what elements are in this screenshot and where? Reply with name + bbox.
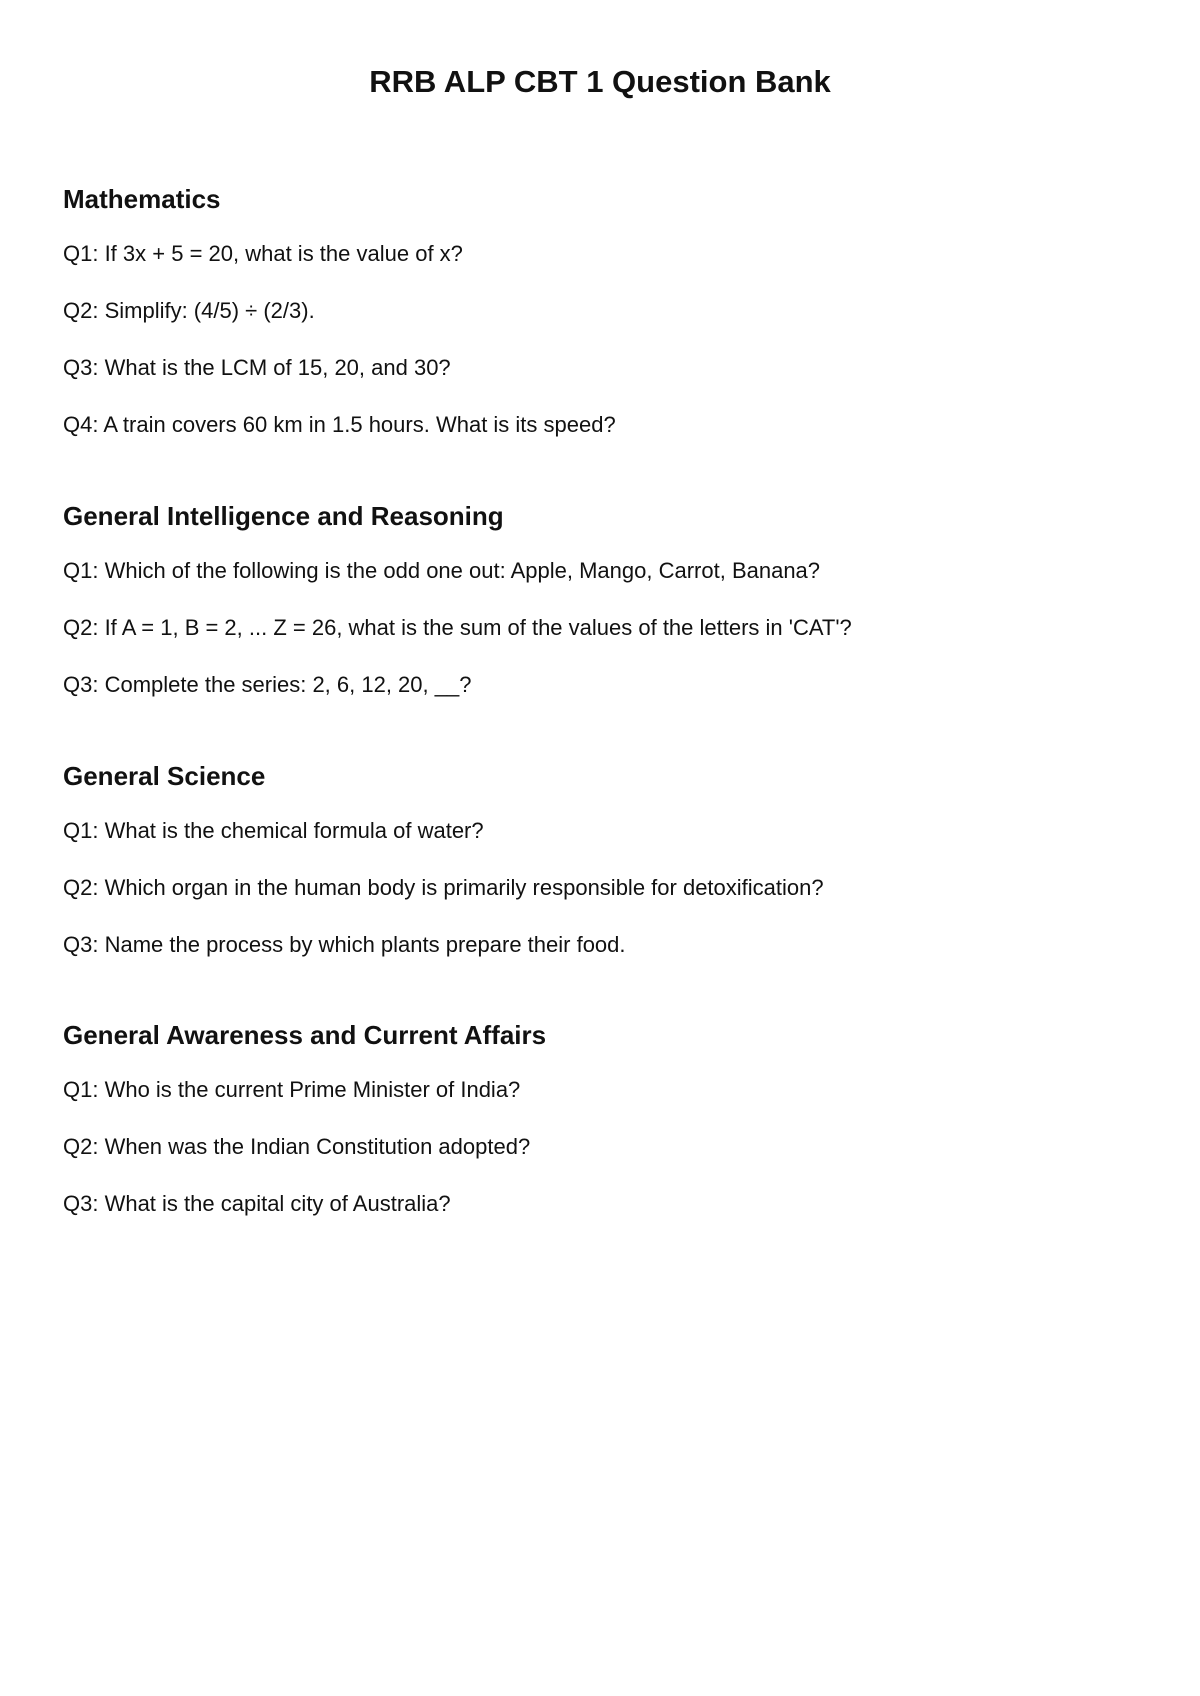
question-item: Q1: Who is the current Prime Minister of India?	[63, 1077, 521, 1102]
question-item: Q1: If 3x + 5 = 20, what is the value of x?	[63, 241, 463, 266]
question-item: Q4: A train covers 60 km in 1.5 hours. What is its speed?	[63, 412, 616, 437]
question-item: Q1: What is the chemical formula of water?	[63, 818, 484, 843]
section-heading: General Awareness and Current Affairs	[63, 1020, 547, 1050]
section-general-awareness-current-affairs	[63, 1018, 1143, 1246]
section-heading: General Intelligence and Reasoning	[63, 501, 504, 531]
section-heading: General Science	[63, 761, 266, 791]
section-general-science	[63, 759, 1143, 987]
question-item: Q2: When was the Indian Constitution adopted?	[63, 1134, 531, 1159]
section-heading: Mathematics	[63, 184, 221, 214]
section-mathematics	[63, 182, 1143, 467]
question-item: Q3: Complete the series: 2, 6, 12, 20, __?	[63, 672, 472, 697]
question-item: Q3: What is the LCM of 15, 20, and 30?	[63, 355, 451, 380]
question-item: Q2: Simplify: (4/5) ÷ (2/3).	[63, 298, 315, 323]
question-item: Q3: What is the capital city of Australia?	[63, 1191, 451, 1216]
question-item: Q2: Which organ in the human body is primarily responsible for detoxification?	[63, 875, 824, 900]
question-item: Q3: Name the process by which plants prepare their food.	[63, 932, 626, 957]
question-item: Q2: If A = 1, B = 2, ... Z = 26, what is the sum of the values of the letters in 'CAT'?	[63, 615, 852, 640]
section-general-intelligence-reasoning	[63, 499, 1143, 727]
document-title: RRB ALP CBT 1 Question Bank	[369, 64, 831, 99]
question-item: Q1: Which of the following is the odd one out: Apple, Mango, Carrot, Banana?	[63, 558, 821, 583]
